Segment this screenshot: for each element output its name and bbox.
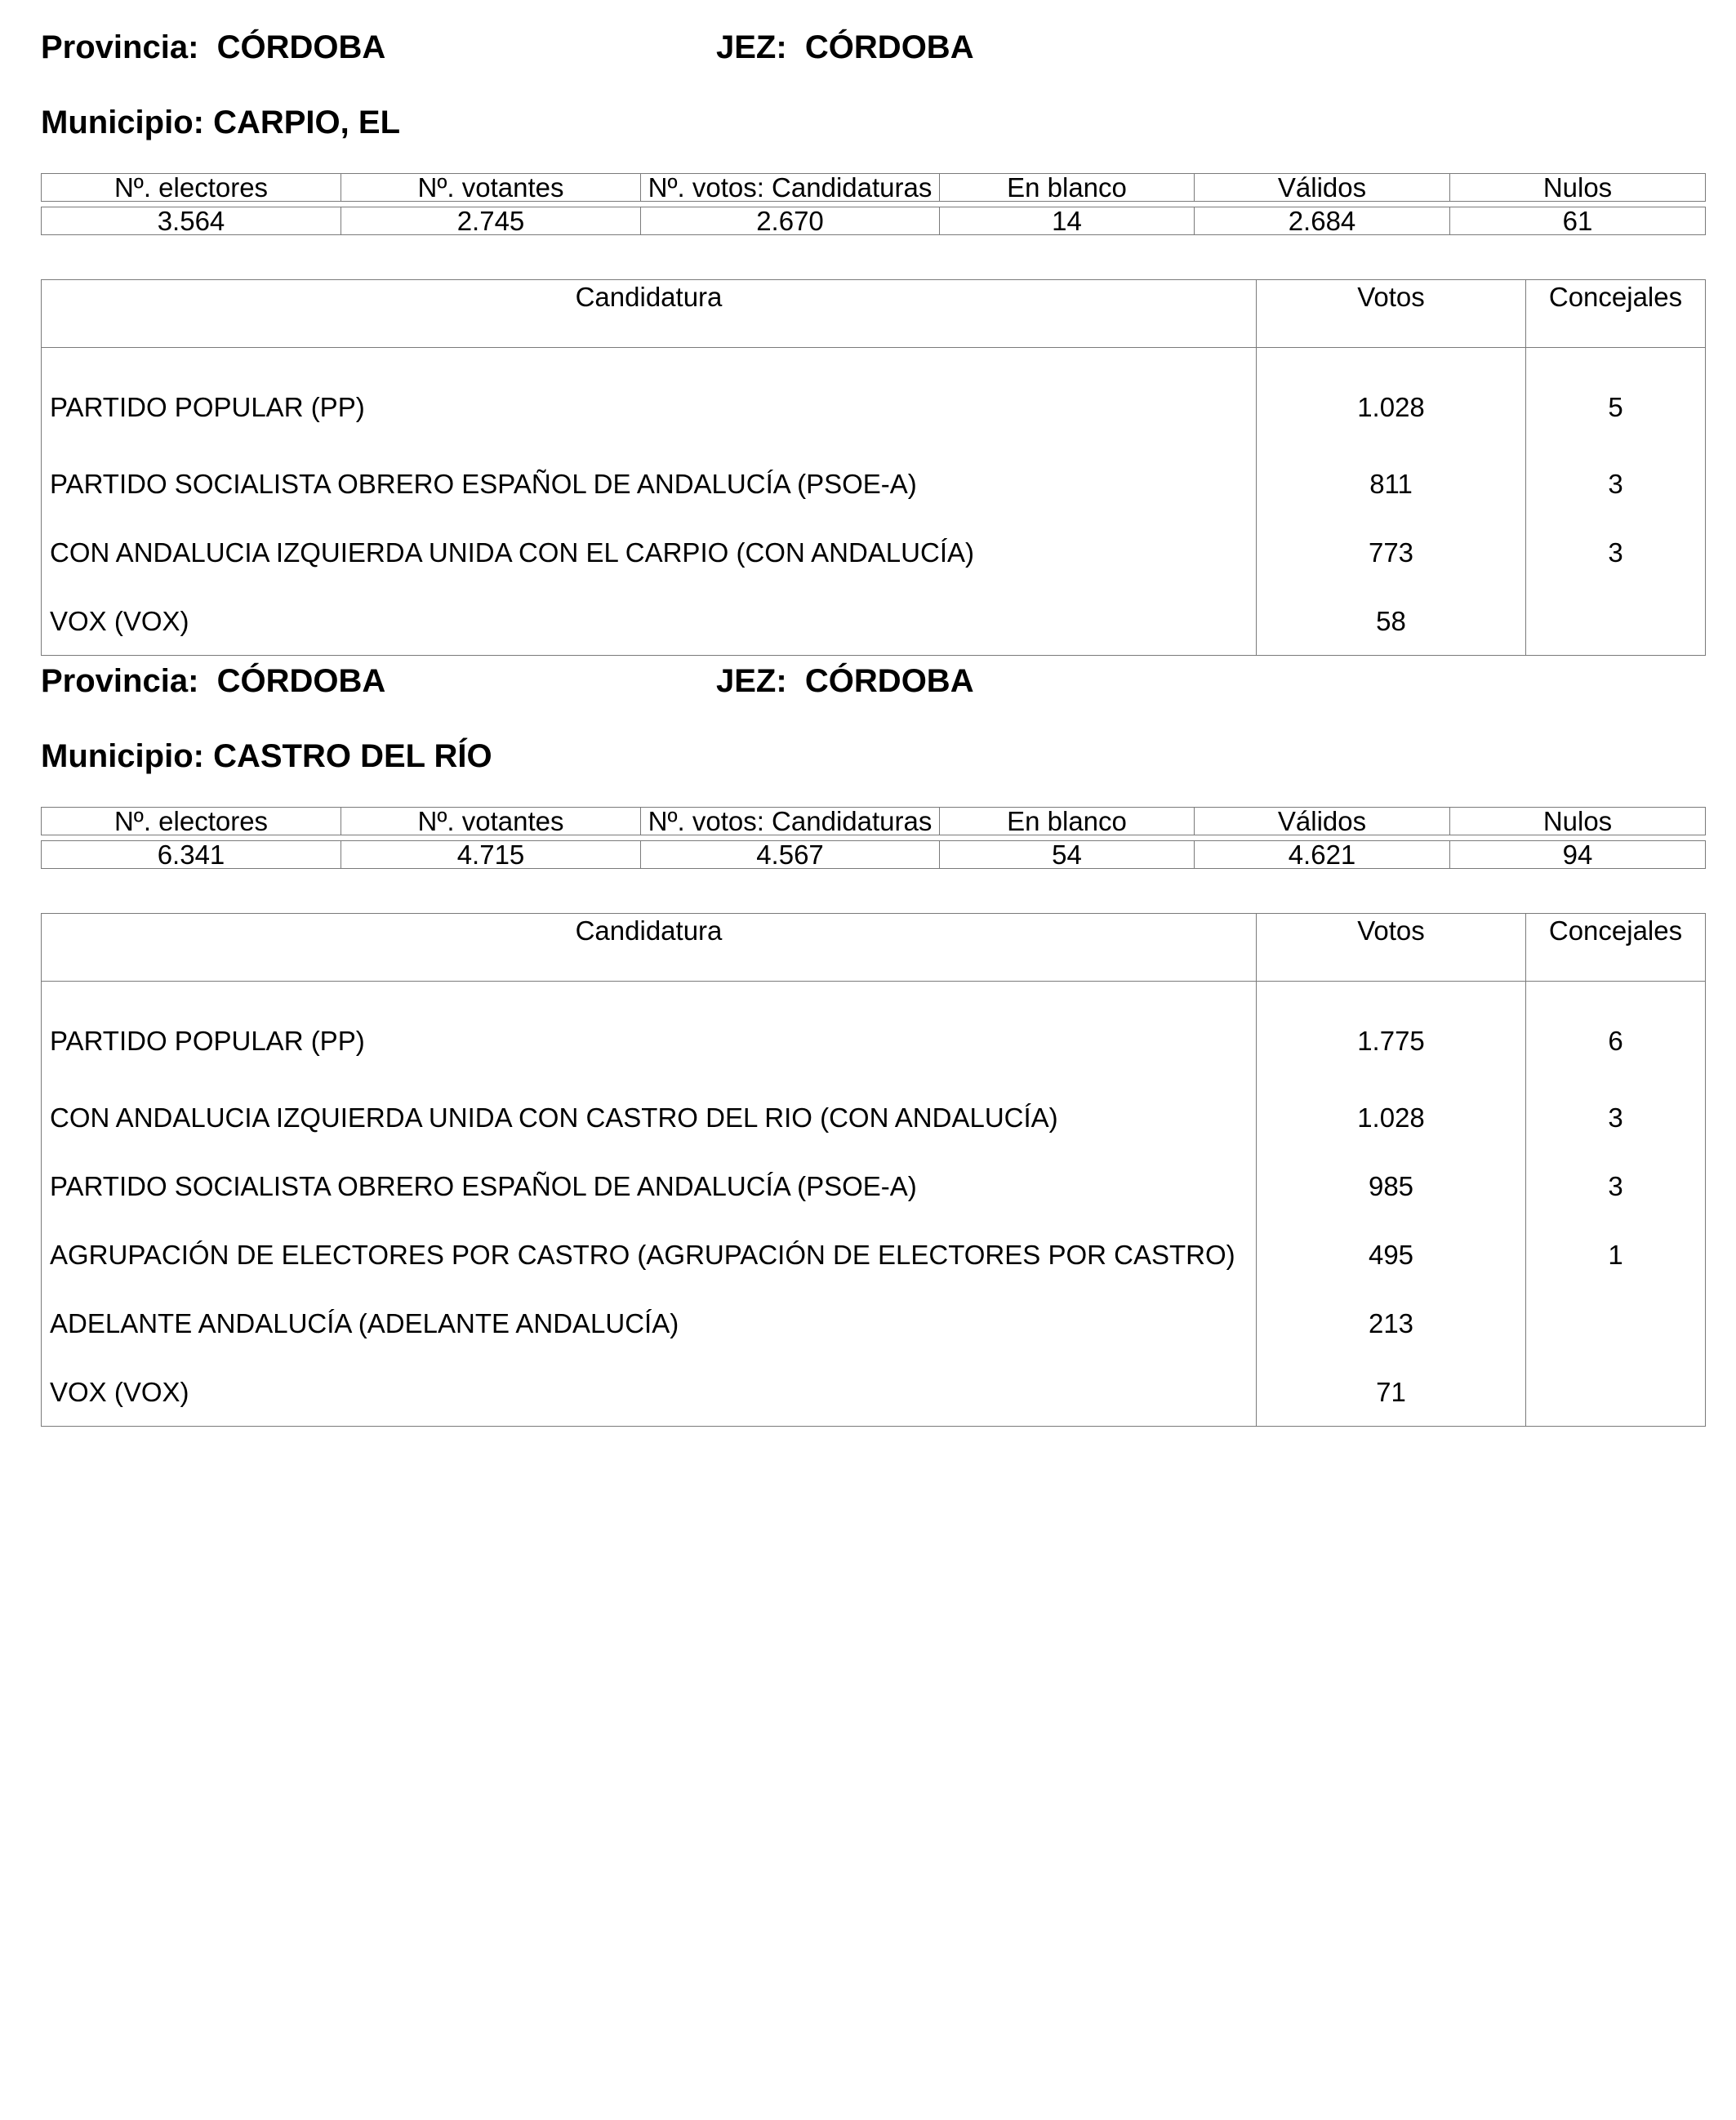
stats-table: [41, 173, 1706, 235]
stats-header: Válidos: [1195, 174, 1450, 202]
table-row: [42, 1220, 1706, 1289]
stats-value: 2.745: [341, 207, 641, 235]
candidate-name: PARTIDO POPULAR (PP): [42, 982, 1257, 1084]
candidates-table: [41, 279, 1706, 656]
candidate-name: PARTIDO POPULAR (PP): [42, 348, 1257, 450]
stats-value: 94: [1450, 841, 1706, 869]
candidate-concejales: 3: [1526, 449, 1706, 518]
stats-value: 2.684: [1195, 207, 1450, 235]
candidate-votos: 1.028: [1257, 1083, 1526, 1151]
candidate-votos: 1.775: [1257, 982, 1526, 1084]
provincia-heading: Provincia: CÓRDOBA: [41, 663, 386, 699]
candidate-name: AGRUPACIÓN DE ELECTORES POR CASTRO (AGRUPACIÓN DE ELECTORES POR CASTRO): [42, 1220, 1257, 1289]
stats-table: [41, 807, 1706, 869]
table-row: [42, 348, 1706, 450]
candidate-concejales: [1526, 586, 1706, 656]
concejales-header: Concejales: [1526, 914, 1706, 982]
candidate-concejales: 1: [1526, 1220, 1706, 1289]
stats-header: Nulos: [1450, 808, 1706, 835]
jez-heading: JEZ: CÓRDOBA: [716, 663, 974, 699]
candidate-name: ADELANTE ANDALUCÍA (ADELANTE ANDALUCÍA): [42, 1289, 1257, 1357]
stats-value: 14: [940, 207, 1195, 235]
candidate-concejales: [1526, 1289, 1706, 1357]
stats-header: Nº. electores: [42, 174, 341, 202]
candidate-concejales: [1526, 1357, 1706, 1427]
candidate-votos: 213: [1257, 1289, 1526, 1357]
municipio-heading: Municipio: CASTRO DEL RÍO: [41, 738, 492, 774]
candidatura-header: Candidatura: [42, 280, 1257, 348]
stats-value: 2.670: [641, 207, 940, 235]
candidate-votos: 58: [1257, 586, 1526, 656]
candidate-concejales: 3: [1526, 518, 1706, 586]
stats-header: Nº. votantes: [341, 174, 641, 202]
stats-header: Nulos: [1450, 174, 1706, 202]
candidate-concejales: 3: [1526, 1083, 1706, 1151]
concejales-header: Concejales: [1526, 280, 1706, 348]
table-row: [42, 982, 1706, 1084]
candidate-name: VOX (VOX): [42, 586, 1257, 656]
table-row: [42, 518, 1706, 586]
stats-header: Nº. votantes: [341, 808, 641, 835]
candidate-name: PARTIDO SOCIALISTA OBRERO ESPAÑOL DE ANDALUCÍA (PSOE-A): [42, 1151, 1257, 1220]
stats-header: Válidos: [1195, 808, 1450, 835]
votos-header: Votos: [1257, 914, 1526, 982]
stats-value: 4.621: [1195, 841, 1450, 869]
table-row: [42, 1357, 1706, 1427]
provincia-heading: Provincia: CÓRDOBA: [41, 29, 386, 65]
stats-value: 3.564: [42, 207, 341, 235]
stats-value: 4.715: [341, 841, 641, 869]
candidate-votos: 1.028: [1257, 348, 1526, 450]
stats-header: En blanco: [940, 174, 1195, 202]
candidate-name: CON ANDALUCIA IZQUIERDA UNIDA CON CASTRO DEL RIO (CON ANDALUCÍA): [42, 1083, 1257, 1151]
table-row: [42, 449, 1706, 518]
jez-heading: JEZ: CÓRDOBA: [716, 29, 974, 65]
candidate-votos: 71: [1257, 1357, 1526, 1427]
table-row: [42, 1083, 1706, 1151]
stats-header: Nº. votos: Candidaturas: [641, 808, 940, 835]
candidate-votos: 811: [1257, 449, 1526, 518]
stats-value: 4.567: [641, 841, 940, 869]
stats-value: 54: [940, 841, 1195, 869]
municipio-heading: Municipio: CARPIO, EL: [41, 105, 400, 140]
stats-header: En blanco: [940, 808, 1195, 835]
candidate-votos: 985: [1257, 1151, 1526, 1220]
candidate-concejales: 3: [1526, 1151, 1706, 1220]
candidate-name: CON ANDALUCIA IZQUIERDA UNIDA CON EL CARPIO (CON ANDALUCÍA): [42, 518, 1257, 586]
table-row: [42, 1289, 1706, 1357]
candidate-name: PARTIDO SOCIALISTA OBRERO ESPAÑOL DE ANDALUCÍA (PSOE-A): [42, 449, 1257, 518]
candidate-concejales: 5: [1526, 348, 1706, 450]
stats-header: Nº. electores: [42, 808, 341, 835]
table-row: [42, 1151, 1706, 1220]
stats-header: Nº. votos: Candidaturas: [641, 174, 940, 202]
stats-value: 61: [1450, 207, 1706, 235]
candidate-votos: 773: [1257, 518, 1526, 586]
table-row: [42, 586, 1706, 656]
candidate-name: VOX (VOX): [42, 1357, 1257, 1427]
stats-value: 6.341: [42, 841, 341, 869]
candidatura-header: Candidatura: [42, 914, 1257, 982]
candidate-votos: 495: [1257, 1220, 1526, 1289]
votos-header: Votos: [1257, 280, 1526, 348]
candidates-table: [41, 913, 1706, 1427]
candidate-concejales: 6: [1526, 982, 1706, 1084]
